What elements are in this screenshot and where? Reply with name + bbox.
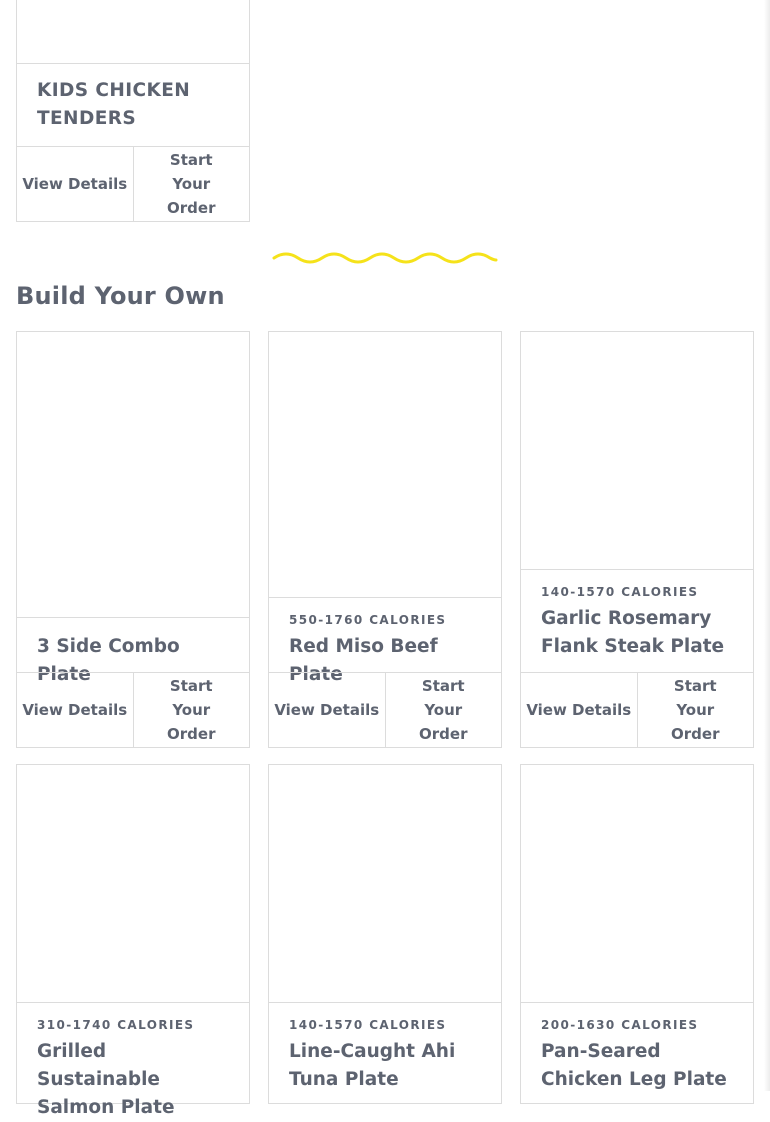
menu-item-image[interactable] [269, 332, 501, 598]
menu-card[interactable] [268, 331, 502, 748]
start-order-button[interactable] [134, 147, 250, 221]
scrollbar-edge[interactable] [764, 0, 770, 1091]
view-details-button[interactable]: View Details [17, 147, 134, 221]
start-order-button[interactable] [386, 673, 502, 747]
menu-item-name[interactable]: Pan-Seared Chicken Leg Plate [541, 1041, 727, 1090]
calories-label: 310-1740 CALORIES [37, 1018, 195, 1032]
menu-card[interactable] [520, 764, 754, 1104]
menu-card[interactable] [16, 331, 250, 748]
calories-label: 200-1630 CALORIES [541, 1018, 699, 1032]
calories-label: 550-1760 CALORIES [289, 613, 447, 627]
view-details-button[interactable]: View Details [521, 673, 638, 747]
calories-label: 140-1570 CALORIES [289, 1018, 447, 1032]
start-order-label: Start Your Order [167, 151, 216, 217]
menu-item-image[interactable] [521, 765, 753, 1003]
menu-card[interactable] [268, 764, 502, 1104]
wave-divider-icon [272, 250, 498, 266]
start-order-button[interactable] [134, 673, 250, 747]
start-order-label: Start Your Order [671, 677, 720, 743]
menu-item-name[interactable]: Garlic Rosemary Flank Steak Plate [541, 608, 725, 657]
view-details-button[interactable]: View Details [17, 673, 134, 747]
card-actions [269, 672, 501, 747]
menu-item-image[interactable] [17, 0, 249, 64]
start-order-label: Start Your Order [419, 677, 468, 743]
menu-item-image[interactable] [269, 765, 501, 1003]
menu-item-name[interactable]: KIDS CHICKEN TENDERS [37, 80, 191, 129]
menu-item-name[interactable]: Grilled Sustainable Salmon Plate [37, 1041, 175, 1118]
card-actions [17, 146, 249, 221]
start-order-button[interactable] [638, 673, 754, 747]
section-title: Build Your Own [16, 282, 225, 310]
card-actions [521, 672, 753, 747]
menu-card[interactable] [16, 764, 250, 1118]
menu-item-image[interactable] [17, 765, 249, 1003]
menu-item-name[interactable]: Red Miso Beef Plate [289, 636, 438, 685]
start-order-label: Start Your Order [167, 677, 216, 743]
calories-label: 140-1570 CALORIES [541, 585, 699, 599]
menu-card[interactable] [520, 331, 754, 748]
menu-item-image[interactable] [17, 332, 249, 618]
card-actions [17, 672, 249, 747]
menu-item-name[interactable]: Line-Caught Ahi Tuna Plate [289, 1041, 456, 1090]
menu-item-name[interactable]: 3 Side Combo Plate [37, 636, 180, 685]
menu-item-image[interactable] [521, 332, 753, 570]
menu-card-kids-chicken-tenders[interactable] [16, 0, 250, 222]
view-details-button[interactable]: View Details [269, 673, 386, 747]
